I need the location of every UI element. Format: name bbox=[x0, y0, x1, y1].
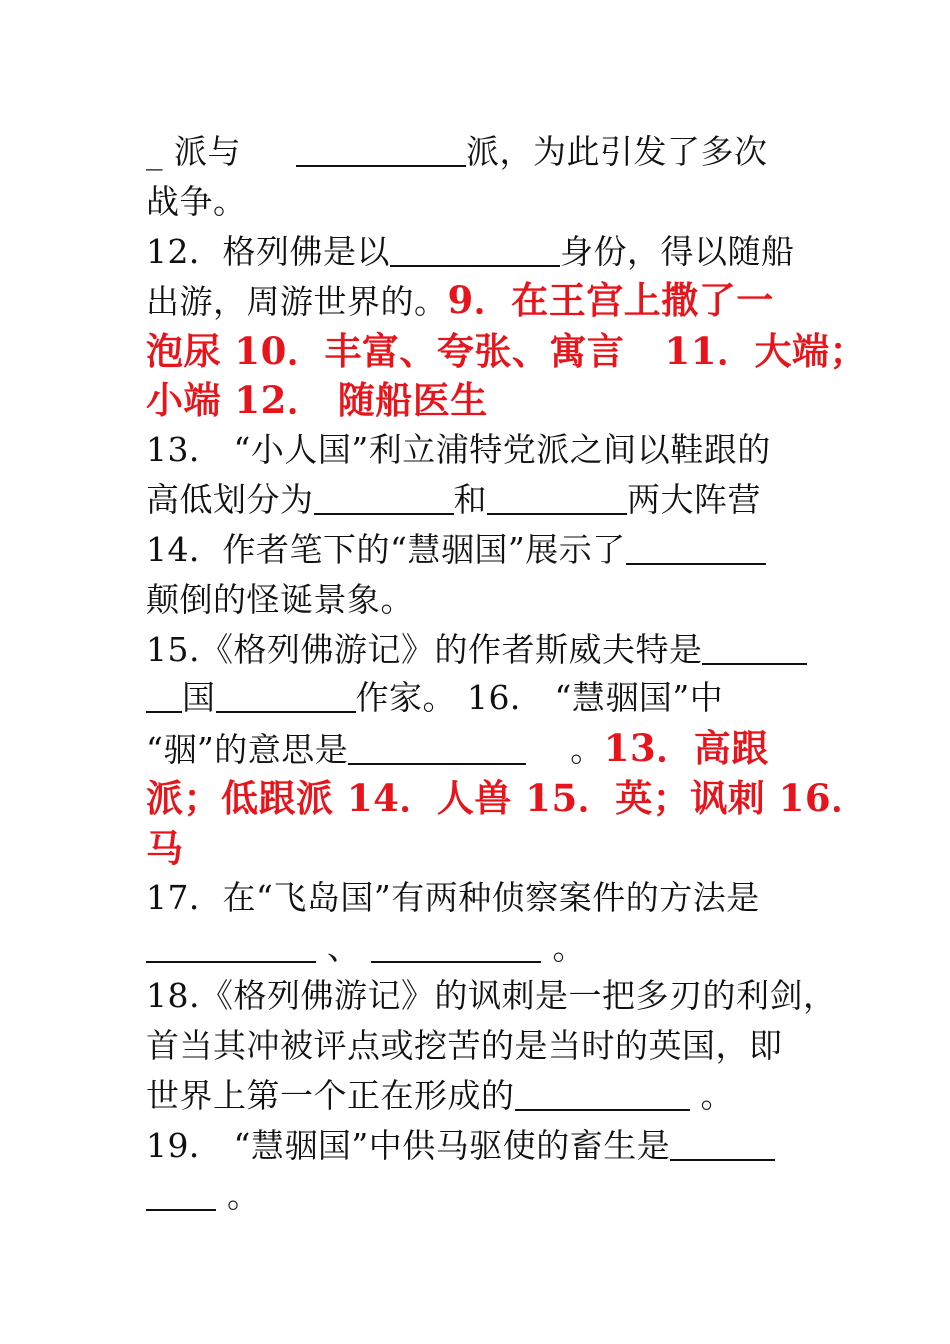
fill-in-blank bbox=[390, 234, 560, 267]
answer-text: 派；低跟派 14．人兽 15．英；讽刺 16． bbox=[146, 776, 869, 820]
text-line bbox=[146, 1172, 826, 1220]
answer-text: 9．在王宫上撒了一 bbox=[447, 278, 774, 322]
question-text: 首当其冲被评点或挖苦的是当时的英国，即 bbox=[146, 1026, 783, 1065]
question-text: 战争。 bbox=[146, 182, 247, 221]
question-text: 派，为此引发了多次 bbox=[465, 132, 768, 171]
text-line bbox=[146, 1072, 826, 1120]
question-text: 。 bbox=[689, 1076, 734, 1115]
text-line bbox=[146, 376, 826, 426]
question-text: 13． “小人国”利立浦特党派之间以鞋跟的 bbox=[146, 430, 771, 469]
answer-text: 泡尿 10．丰富、夸张、寓言 11．大端； bbox=[146, 329, 868, 373]
text-line bbox=[146, 178, 826, 226]
text-line bbox=[146, 972, 837, 1020]
text-line bbox=[146, 824, 826, 874]
question-text: 19． “慧骃国”中供马驱使的畜生是 bbox=[146, 1126, 671, 1165]
text-line bbox=[146, 476, 826, 524]
text-line bbox=[146, 1022, 826, 1070]
fill-in-blank bbox=[670, 1128, 775, 1161]
question-text: 、 bbox=[316, 928, 372, 967]
fill-in-blank bbox=[146, 930, 316, 963]
fill-in-blank bbox=[216, 680, 356, 713]
fill-in-blank bbox=[146, 680, 182, 713]
text-line bbox=[146, 1122, 826, 1170]
text-line bbox=[146, 327, 868, 377]
fill-in-blank bbox=[626, 532, 766, 565]
question-text: 颠倒的怪诞景象。 bbox=[146, 580, 414, 619]
text-line bbox=[146, 128, 826, 176]
question-text: 高低划分为 bbox=[146, 480, 314, 519]
question-text: 15.《格列佛游记》的作者斯威夫特是 bbox=[146, 630, 703, 669]
fill-in-blank bbox=[348, 732, 526, 765]
question-text: “骃”的意思是 bbox=[146, 730, 349, 769]
fill-in-blank bbox=[314, 482, 454, 515]
question-text: 。 bbox=[541, 928, 586, 967]
question-text: 14．作者笔下的“慧骃国”展示了 bbox=[146, 530, 626, 569]
question-text: 出游，周游世界的。 bbox=[146, 282, 448, 321]
text-line bbox=[146, 774, 869, 824]
answer-text: 13．高跟 bbox=[603, 726, 769, 770]
text-line bbox=[146, 874, 826, 922]
fill-in-blank bbox=[515, 1078, 690, 1111]
text-line bbox=[146, 276, 826, 326]
fill-in-blank bbox=[702, 632, 807, 665]
text-line bbox=[146, 674, 826, 722]
question-text: 18.《格列佛游记》的讽刺是一把多刃的利剑， bbox=[146, 976, 837, 1015]
answer-text: 小端 12． 随船医生 bbox=[146, 378, 488, 422]
text-line bbox=[146, 626, 826, 674]
text-line bbox=[146, 426, 826, 474]
question-text: 。 bbox=[526, 730, 604, 769]
question-text: 17．在“飞岛国”有两种侦察案件的方法是 bbox=[146, 878, 760, 917]
fill-in-blank bbox=[487, 482, 627, 515]
fill-in-blank bbox=[296, 134, 466, 167]
question-text: _ 派与 bbox=[146, 132, 296, 171]
question-text: 和 bbox=[453, 480, 487, 519]
text-line bbox=[146, 526, 826, 574]
text-line bbox=[146, 724, 826, 774]
question-text: 作家。 16． “慧骃国”中 bbox=[355, 678, 724, 717]
answer-text: 马 bbox=[146, 826, 184, 870]
question-text: 两大阵营 bbox=[627, 480, 761, 519]
question-text: 国 bbox=[182, 678, 216, 717]
text-line bbox=[146, 924, 826, 972]
question-text: 世界上第一个正在形成的 bbox=[146, 1076, 515, 1115]
question-text: 身份，得以随船 bbox=[560, 232, 795, 271]
text-line bbox=[146, 228, 826, 276]
question-text: 12．格列佛是以 bbox=[146, 232, 390, 271]
fill-in-blank bbox=[371, 930, 541, 963]
question-text: 。 bbox=[216, 1176, 261, 1215]
text-line bbox=[146, 576, 826, 624]
fill-in-blank bbox=[146, 1178, 216, 1211]
